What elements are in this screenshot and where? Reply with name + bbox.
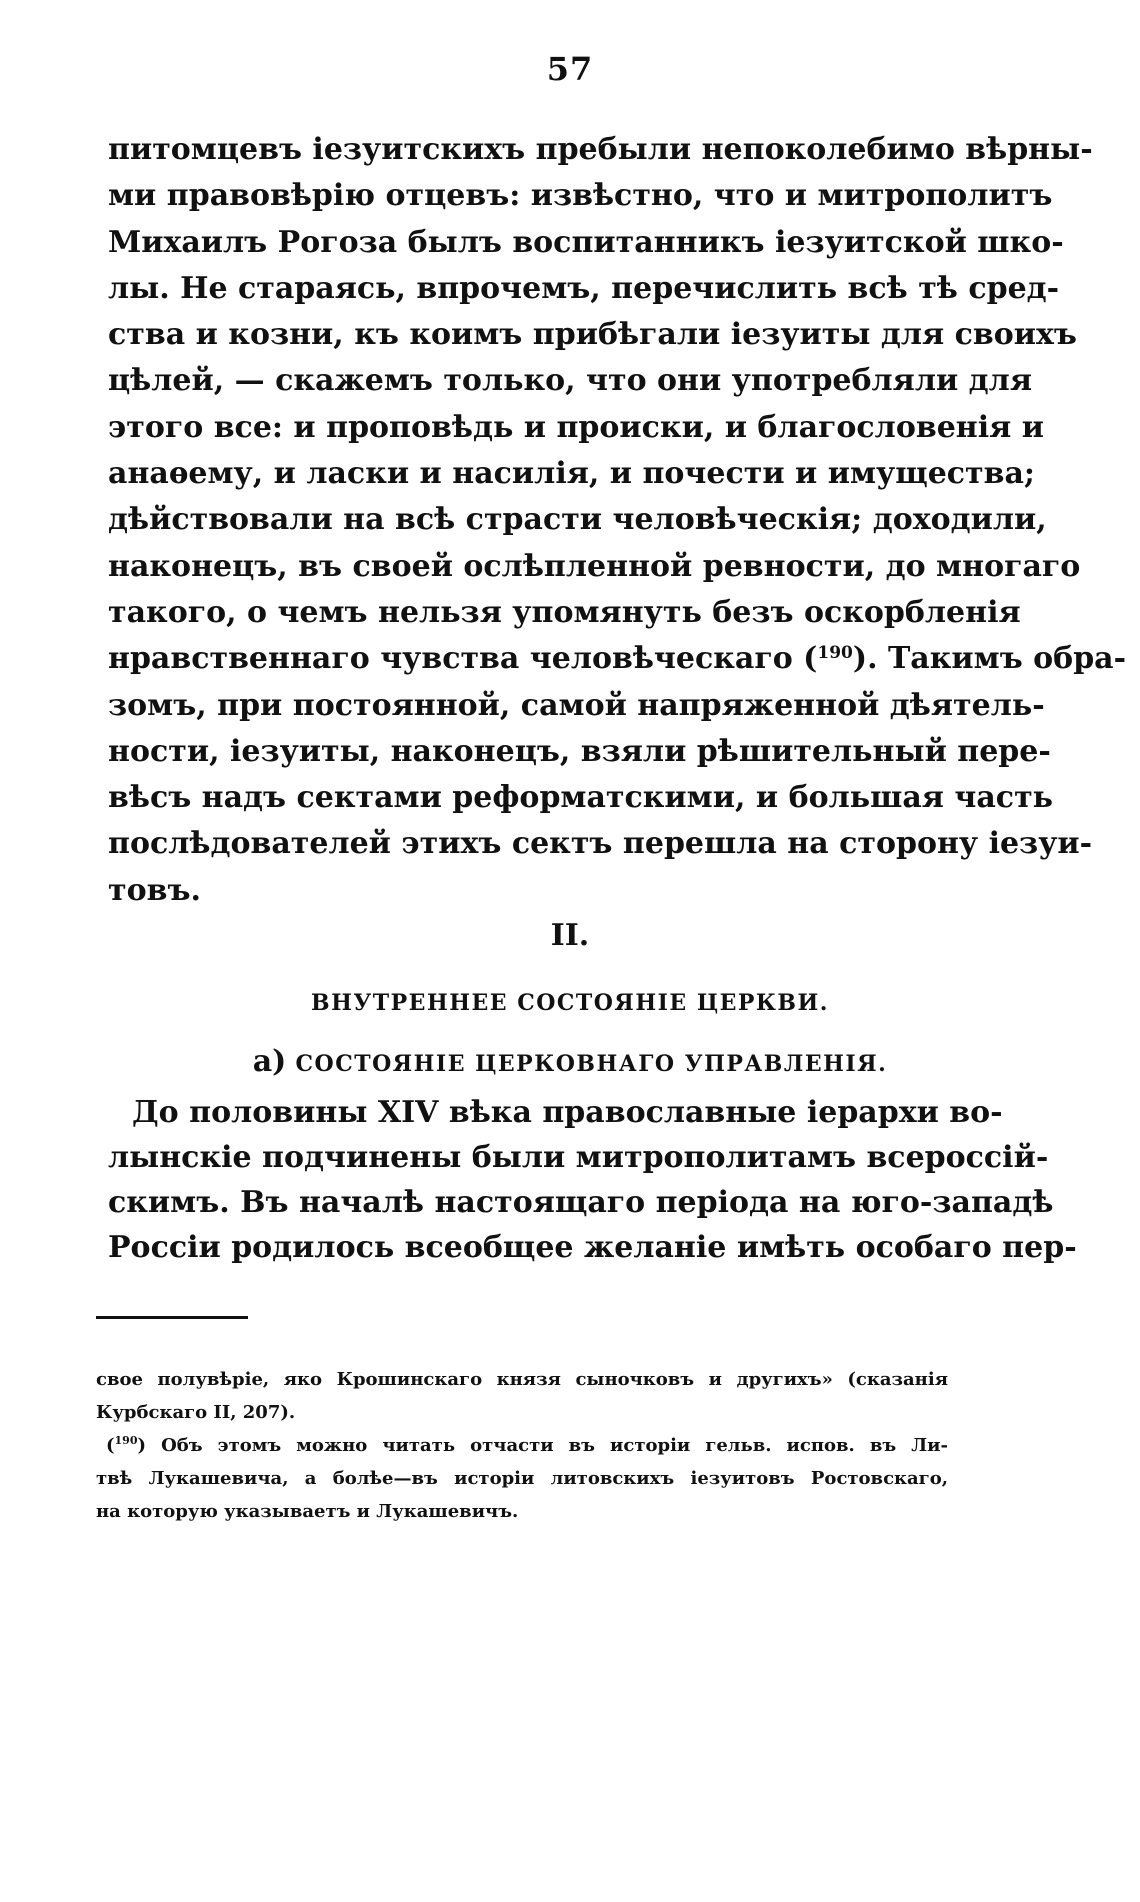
footnote-line: твѣ Лукашевича, а болѣе—въ исторіи литовскихъ іезуитовъ Ростовскаго, [96,1468,948,1489]
subsection-title-text: СОСТОЯНІЕ ЦЕРКОВНАГО УПРАВЛЕНІЯ. [295,1051,888,1077]
text-line: товъ. [108,872,201,908]
section-title: ВНУТРЕННЕЕ СОСТОЯНІЕ ЦЕРКВИ. [311,990,829,1016]
text-line: ства и козни, къ коимъ прибѣгали іезуиты для своихъ [108,317,1077,353]
text-line: анаѳему, и ласки и насилія, и почести и имущества; [108,456,1035,492]
text-fragment: ). Такимъ обра- [852,641,1127,677]
subsection-letter: а) [252,1044,287,1079]
footnote-reference: 190 [817,643,853,664]
footnote-line: ($^{190}$) Объ этомъ можно читать отчасти въ исторіи гельв. испов. въ Ли- [106,1434,948,1456]
text-line: вѣсъ надъ сектами реформатскими, и большая часть [108,780,1054,816]
text-line: скимъ. Въ началѣ настоящаго періода на юго-западѣ [108,1185,1054,1220]
footnote-number: 190 [114,1434,138,1447]
text-line: Михаилъ Рогоза былъ воспитанникъ іезуитской шко- [108,224,1064,260]
text-line: питомцевъ іезуитскихъ пребыли непоколебимо вѣрны- [108,132,1093,167]
text-line: Россіи родилось всеобщее желаніе имѣть особаго пер- [108,1230,1077,1265]
page-number: 57 [546,50,594,88]
text-line: послѣдователей этихъ сектъ перешла на сторону іезуи- [108,826,1093,862]
text-line: ности, іезуиты, наконецъ, взяли рѣшительный пере- [108,733,1051,769]
text-line-with-footnote-ref [108,636,1127,682]
footnotes [96,1363,948,1528]
text-fragment: ) Объ этомъ можно читать отчасти въ исторіи гельв. испов. въ Ли- [137,1435,948,1456]
footnote-line: свое полувѣріе, яко Крошинскаго князя сыночковъ и другихъ» (сказанія [96,1369,948,1390]
text-line: зомъ, при постоянной, самой напряженной дѣятель- [108,687,1045,723]
footnote-line: на которую указываетъ и Лукашевичъ. [96,1501,519,1522]
text-line: ми правовѣрію отцевъ: извѣстно, что и митрополитъ [108,178,1053,214]
text-line: дѣйствовали на всѣ страсти человѣческія; доходили, [108,502,1047,538]
main-paragraph [108,127,1127,914]
text-line: До половины XIV вѣка православные іерархи во- [132,1095,1003,1130]
text-line: лынскіе подчинены были митрополитамъ всероссій- [108,1140,1049,1175]
footnote-line: Курбскаго II, 207). [96,1402,296,1423]
text-line: цѣлей, — скажемъ только, что они употребляли для [108,363,1032,399]
second-paragraph [108,1090,1077,1270]
text-line: такого, о чемъ нельзя упомянуть безъ оскорбленія [108,594,1021,630]
subsection-title [0,1044,1140,1079]
footnote-divider [96,1316,248,1319]
text-line: этого все: и проповѣдь и происки, и благословенія и [108,409,1044,445]
text-fragment: нравственнаго чувства человѣческаго ( [108,641,818,677]
text-line: лы. Не стараясь, впрочемъ, перечислить всѣ тѣ сред- [108,270,1060,306]
text-line: наконецъ, въ своей ослѣпленной ревности, до многаго [108,548,1081,584]
section-number: II. [550,918,590,953]
